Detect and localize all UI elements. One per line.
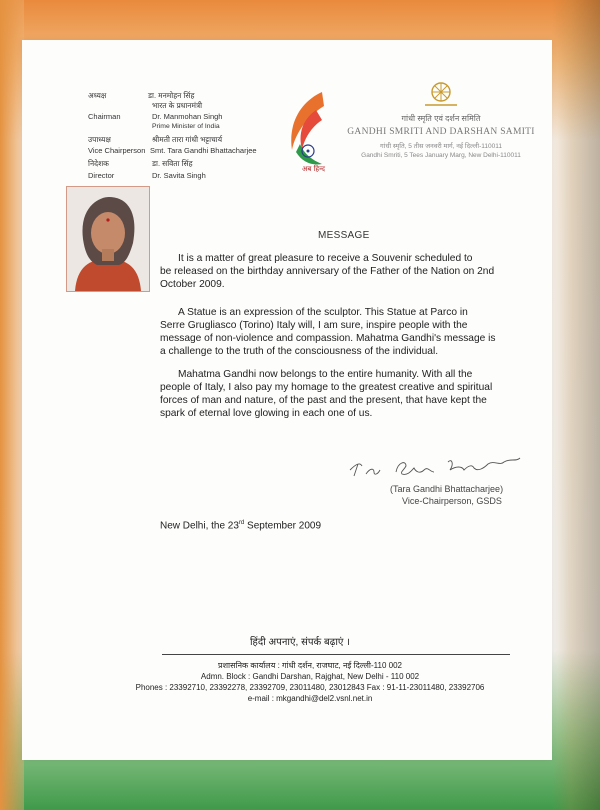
- charkha-logo-icon: [421, 80, 461, 108]
- date-suffix: September 2009: [244, 520, 321, 532]
- organisation-name-hindi: गांधी स्मृति एवं दर्शन समिति: [401, 114, 481, 123]
- chairman-title: Prime Minister of India: [152, 123, 220, 130]
- nideshak-label: निदेशक: [88, 159, 109, 168]
- p2-line4: a challenge to the truth of the consciousness of the individual.: [160, 346, 439, 357]
- p1-line3: October 2009.: [160, 279, 225, 290]
- organisation-name-english: GANDHI SMRITI AND DARSHAN SAMITI: [347, 127, 535, 137]
- upadhyaksh-value: श्रीमती तारा गांधी भट्टाचार्य: [152, 135, 223, 144]
- adhyaksh-value: डा. मनमोहन सिंह: [148, 91, 195, 100]
- admin-office-english: Admn. Block : Gandhi Darshan, Rajghat, New Delhi - 110 002: [200, 672, 420, 681]
- date-prefix: New Delhi, the 23: [160, 520, 239, 532]
- p2-line1: A Statue is an expression of the sculptor. This Statue at Parco in: [178, 307, 468, 318]
- portrait-photo: [66, 186, 150, 292]
- message-paragraph-3: [160, 368, 530, 420]
- p2-line2: Serre Grugliasco (Torino) Italy will, I am sure, inspire people with the: [160, 320, 468, 331]
- phone-fax-numbers: Phones : 23392710, 23392278, 23392709, 23011480, 23012843 Fax : 91-11-23011480, 23392706: [135, 683, 485, 692]
- portrait-image: [67, 187, 149, 291]
- handwritten-signature: [344, 452, 524, 482]
- admin-office-hindi: प्रशासनिक कार्यालय : गांधी दर्शन, राजघाट, नई दिल्ली-110 002: [218, 661, 402, 670]
- adhyaksh-label: अध्यक्ष: [88, 91, 107, 100]
- p1-line2: be released on the birthday anniversary of the Father of the Nation on 2nd: [160, 266, 495, 277]
- officials-block: [88, 91, 288, 181]
- date-ordinal: rd: [238, 520, 245, 526]
- signatory-designation: Vice-Chairperson, GSDS: [402, 496, 502, 506]
- organisation-address-hindi: गांधी स्मृति, 5 तीस जनवरी मार्ग, नई दिल्ली-110011: [380, 143, 502, 150]
- message-title: MESSAGE: [318, 230, 370, 241]
- nideshak-value: डा. सविता सिंह: [152, 159, 193, 168]
- chairman-label: Chairman: [88, 112, 121, 121]
- pm-hindi: भारत के प्रधानमंत्री: [152, 101, 203, 110]
- p3-line3: forces of man and nature, of the past and the present, that have kept the: [160, 395, 487, 406]
- organisation-block: [346, 80, 536, 159]
- director-label: Director: [88, 171, 115, 180]
- right-page-edge: [552, 0, 600, 810]
- chairman-name: Dr. Manmohan Singh: [152, 112, 223, 121]
- upadhyaksh-label: उपाध्यक्ष: [88, 135, 111, 144]
- message-paragraph-1: [160, 252, 530, 291]
- p1-line1: It is a matter of great pleasure to receive a Souvenir scheduled to: [178, 253, 473, 264]
- signatory-name: (Tara Gandhi Bhattacharjee): [390, 484, 504, 494]
- email-address: e-mail : mkgandhi@del2.vsnl.net.in: [247, 694, 373, 703]
- vice-label: Vice Chairperson: [88, 146, 146, 155]
- message-paragraph-2: [160, 306, 530, 358]
- organisation-address-english: Gandhi Smriti, 5 Tees January Marg, New Delhi-110011: [361, 152, 521, 159]
- letter-date: [160, 520, 321, 531]
- footer-contact-block: [90, 660, 530, 704]
- p3-line2: people of Italy, I also pay my homage to the greatest creative and spiritual: [160, 382, 493, 393]
- signatory-block: [390, 483, 503, 507]
- left-page-edge: [0, 0, 24, 810]
- vice-value: Smt. Tara Gandhi Bhattacharjee: [150, 146, 257, 155]
- p2-line3: message of non-violence and compassion. Mahatma Gandhi's message is: [160, 333, 496, 344]
- p3-line1: Mahatma Gandhi now belongs to the entire humanity. With all the: [178, 369, 473, 380]
- director-value: Dr. Savita Singh: [152, 171, 206, 180]
- p3-line4: spark of eternal love glowing in each one of us.: [160, 408, 373, 419]
- hindi-slogan: हिंदी अपनाएं, संपर्क बढ़ाएं ।: [249, 637, 351, 648]
- footer-divider: [162, 654, 510, 655]
- emblem-tagline: अब हिन्द: [302, 165, 325, 173]
